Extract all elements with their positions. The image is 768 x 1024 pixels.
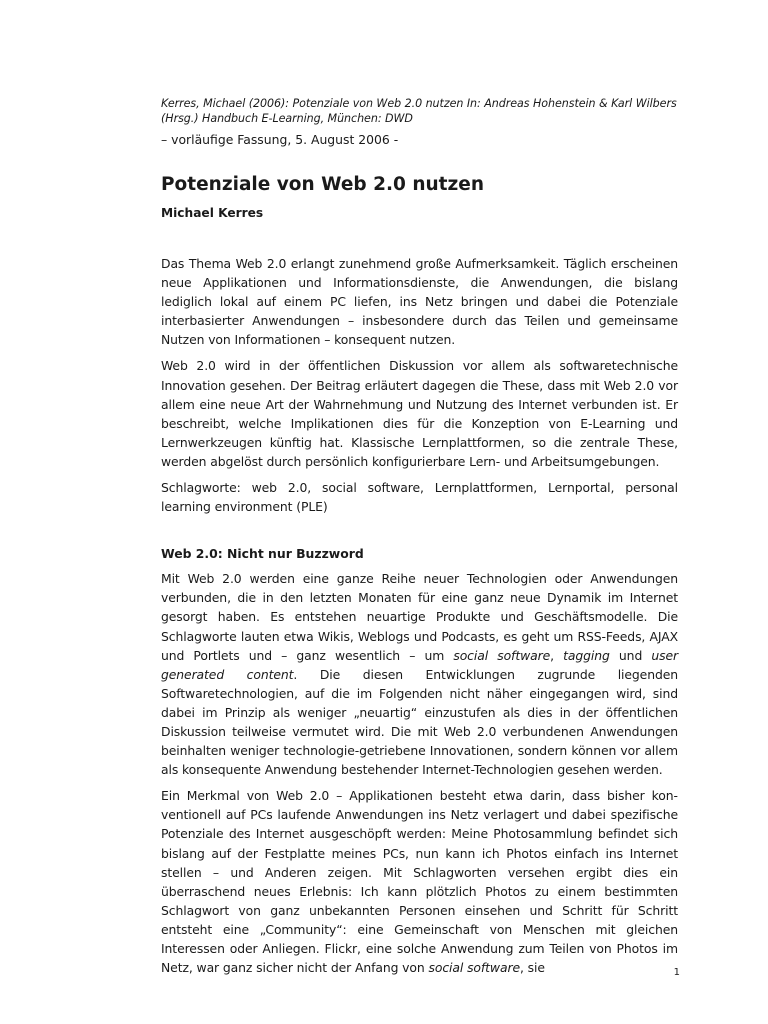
page-number: 1 [673, 967, 680, 978]
keywords-paragraph: Schlagworte: web 2.0, social software, Lernplattformen, Lernportal, personal learning environment (PLE) [161, 480, 678, 515]
emphasis-text: social software [453, 647, 551, 663]
emphasis-text: tagging [563, 647, 610, 663]
body-text: . Die diesen Entwicklungen zugrunde liegenden Softwaretechnologien, auf die im Folgenden nicht näher eingegangen wird, sind dabei im Prinzip als weniger „neuartig“ einzustufen als dies in der öffentlichen Diskussion teilweise vermutet wird. Die mit Web 2.0 verbundenen Anwendungen beinhalten weniger technologie-getriebene Innovationen, sondern können vor allem als konsequente Anwendung bestehender Internet-Technologien gesehen werden. [161, 666, 678, 778]
body-paragraph-1 [161, 569, 678, 779]
section-heading: Web 2.0: Nicht nur Buzzword [161, 546, 364, 562]
body-text: , sie [519, 960, 545, 976]
body-text: , [550, 647, 564, 663]
body-paragraph-2 [161, 786, 678, 977]
draft-note: – vorläufige Fassung, 5. August 2006 - [161, 132, 399, 147]
body-text: Ein Merkmal von Web 2.0 – Applikationen besteht etwa darin, dass bisher konventionell auf PCs laufende Anwendungen ins Netz verlagert und dabei spezifische Potenziale des Internet ausgeschöpft werden: Meine Photosammlung befindet sich bislang auf der Festplatte meines PCs, nun kann ich Photos einfach ins Internet stellen – und Anderen zeigen. Mit Schlagworten versehen ergibt dies ein überraschend neues Erlebnis: Ich kann plötzlich Photos zu einem bestimmten Schlagwort von ganz unbekannten Personen einsehen und Schritt für Schritt entsteht eine „Community“: eine Gemeinschaft von Menschen mit gleichen Interessen oder Anliegen. Flickr, eine solche Anwendung zum Teilen von Photos im Netz, war ganz sicher nicht der Anfang von [161, 788, 678, 976]
emphasis-text: user generated content [161, 647, 678, 682]
body-text: Mit Web 2.0 werden eine ganze Reihe neuer Technologien oder Anwendungen verbunden, die in den letzten Monaten für eine ganz neue Dynamik im Internet gesorgt haben. Es entstehen neuartige Produkte und Geschäftsmodelle. Die Schlagworte lauten etwa Wikis, Weblogs und Podcasts, es geht um RSS-Feeds, AJAX und Portlets und – ganz wesentlich – um [161, 571, 678, 663]
emphasis-text: social software [428, 960, 520, 976]
abstract-paragraph-2: Web 2.0 wird in der öffentlichen Diskussion vor allem als softwaretechnische Innovation gesehen. Der Beitrag erläutert dagegen die These, dass mit Web 2.0 vor allem eine neue Art der Wahrnehmung und Nutzung des Internet verbunden ist. Er beschreibt, welche Implikationen dies für die Konzeption von E-Learning und Lernwerkzeugen künftig hat. Klassische Lernplattformen, so die zentrale These, werden abgelöst durch persönlich konfigurierbare Lern- und Arbeitsumgebungen. [161, 358, 678, 469]
document-page [161, 96, 678, 977]
body-text: und [609, 647, 652, 663]
abstract-paragraph-1: Das Thema Web 2.0 erlangt zunehmend große Aufmerksamkeit. Täglich erscheinen neue Applikationen und Informationsdienste, die Anwendungen, die bislang lediglich lokal auf einem PC liefen, ins Netz bringen und dabei die Potenziale interbasierter Anwendungen – insbesondere durch das Teilen und gemeinsame Nutzen von Informationen – konsequent nutzen. [161, 256, 678, 348]
author-name: Michael Kerres [161, 206, 264, 220]
citation-header: Kerres, Michael (2006): Potenziale von Web 2.0 nutzen In: Andreas Hohenstein & Karl Wilbers (Hrsg.) Handbuch E-Learning, München: DWD [161, 97, 677, 125]
document-title: Potenziale von Web 2.0 nutzen [161, 174, 484, 195]
